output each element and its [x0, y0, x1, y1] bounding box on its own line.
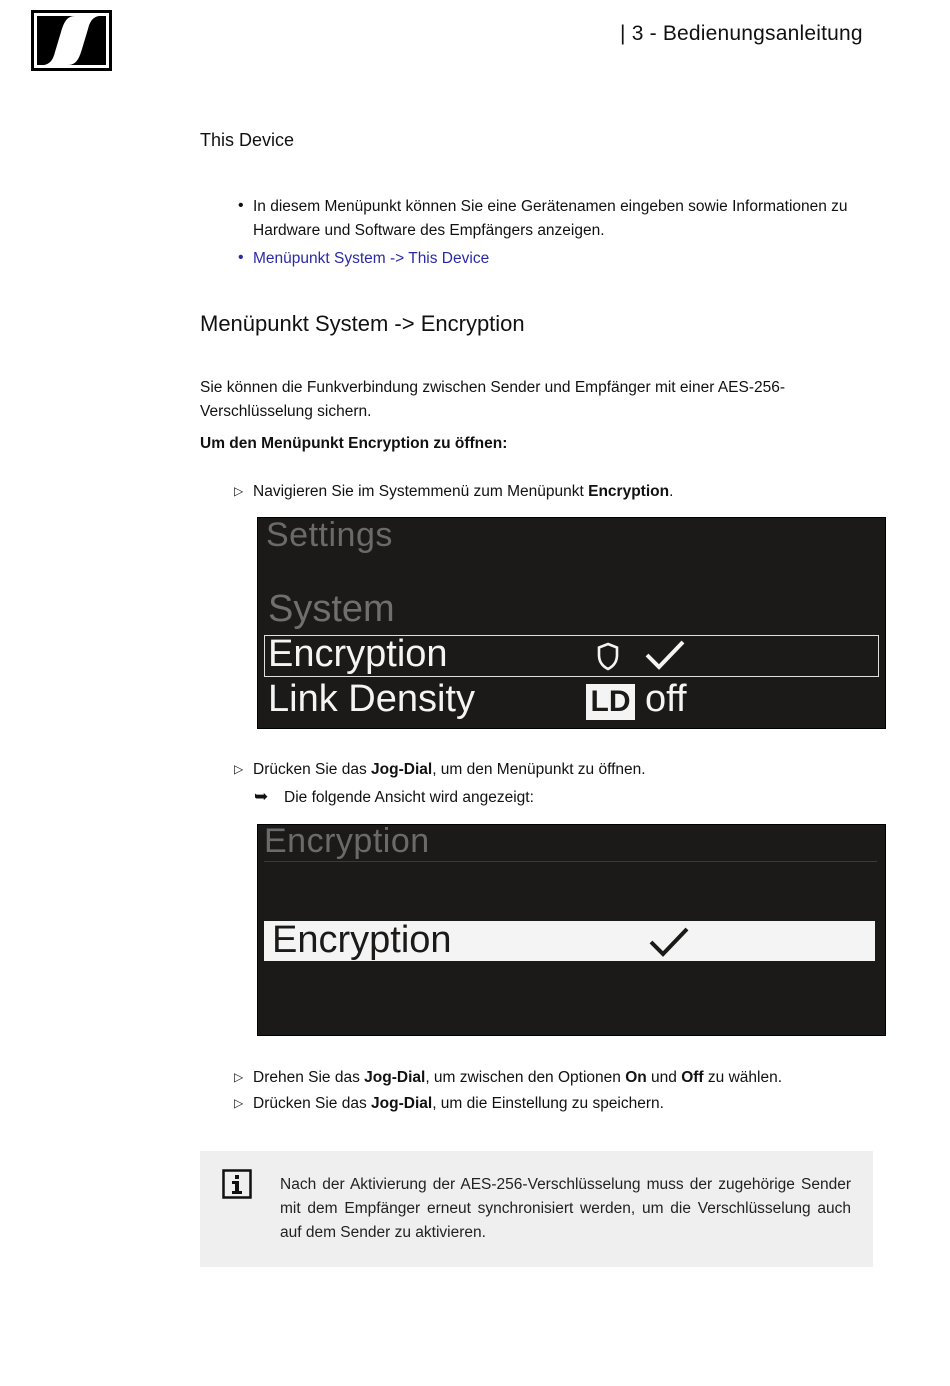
device-screen-settings	[257, 517, 886, 729]
checkmark-icon	[648, 925, 690, 959]
menu-item-link-density[interactable]: Link Density	[268, 678, 475, 720]
step-press-jog-dial: ▷ Drücken Sie das Jog-Dial, um den Menüpunkt zu öffnen.	[234, 758, 874, 781]
shield-icon	[596, 642, 620, 671]
title-divider	[264, 861, 877, 862]
screen-subtitle: System	[268, 588, 395, 630]
step-result: ➥ Die folgende Ansicht wird angezeigt:	[254, 787, 534, 806]
note-text: Nach der Aktivierung der AES-256-Verschlüsselung muss der zugehörige Sender mit dem Empfänger erneut synchronisiert werden, um die Verschlüsselung auch auf dem Sender zu aktivieren.	[280, 1176, 851, 1241]
intro-paragraph: Sie können die Funkverbindung zwischen Sender und Empfänger mit einer AES-256-Verschlüsselung sichern.	[200, 379, 786, 420]
device-screen-encryption	[257, 824, 886, 1036]
option-encryption[interactable]: Encryption	[272, 919, 452, 961]
step-rotate-jog-dial: ▷ Drehen Sie das Jog-Dial, um zwischen den Optionen On und Off zu wählen.	[234, 1066, 874, 1089]
screen-title: Encryption	[264, 824, 430, 860]
triangle-bullet-icon: ▷	[234, 1096, 244, 1110]
sennheiser-logo-icon	[31, 10, 112, 71]
step-save: ▷ Drücken Sie das Jog-Dial, um die Einstellung zu speichern.	[234, 1092, 874, 1115]
link-density-value: off	[645, 678, 687, 720]
open-instruction-label: Um den Menüpunkt Encryption zu öffnen:	[200, 435, 508, 452]
info-icon	[222, 1169, 252, 1199]
section-heading-this-device: This Device	[200, 130, 295, 150]
screen-title: Settings	[266, 517, 393, 554]
ld-badge: LD	[586, 684, 635, 720]
triangle-bullet-icon: ▷	[234, 762, 244, 776]
result-arrow-icon: ➥	[254, 787, 269, 806]
triangle-bullet-icon: ▷	[234, 484, 244, 498]
info-note	[200, 1151, 873, 1267]
menu-path-link[interactable]: • Menüpunkt System -> This Device	[238, 247, 878, 271]
header-title: | 3 - Bedienungsanleitung	[620, 22, 863, 45]
bullet-list	[238, 195, 878, 275]
section-heading-encryption: Menüpunkt System -> Encryption	[200, 311, 525, 336]
checkmark-icon	[644, 638, 686, 672]
step-navigate: ▷ Navigieren Sie im Systemmenü zum Menüpunkt Encryption.	[234, 480, 874, 503]
list-item: • In diesem Menüpunkt können Sie eine Gerätenamen eingeben sowie Informationen zu Hardware und Software des Empfängers anzeigen.	[238, 195, 878, 243]
triangle-bullet-icon: ▷	[234, 1070, 244, 1084]
menu-item-encryption[interactable]: Encryption	[268, 633, 448, 675]
